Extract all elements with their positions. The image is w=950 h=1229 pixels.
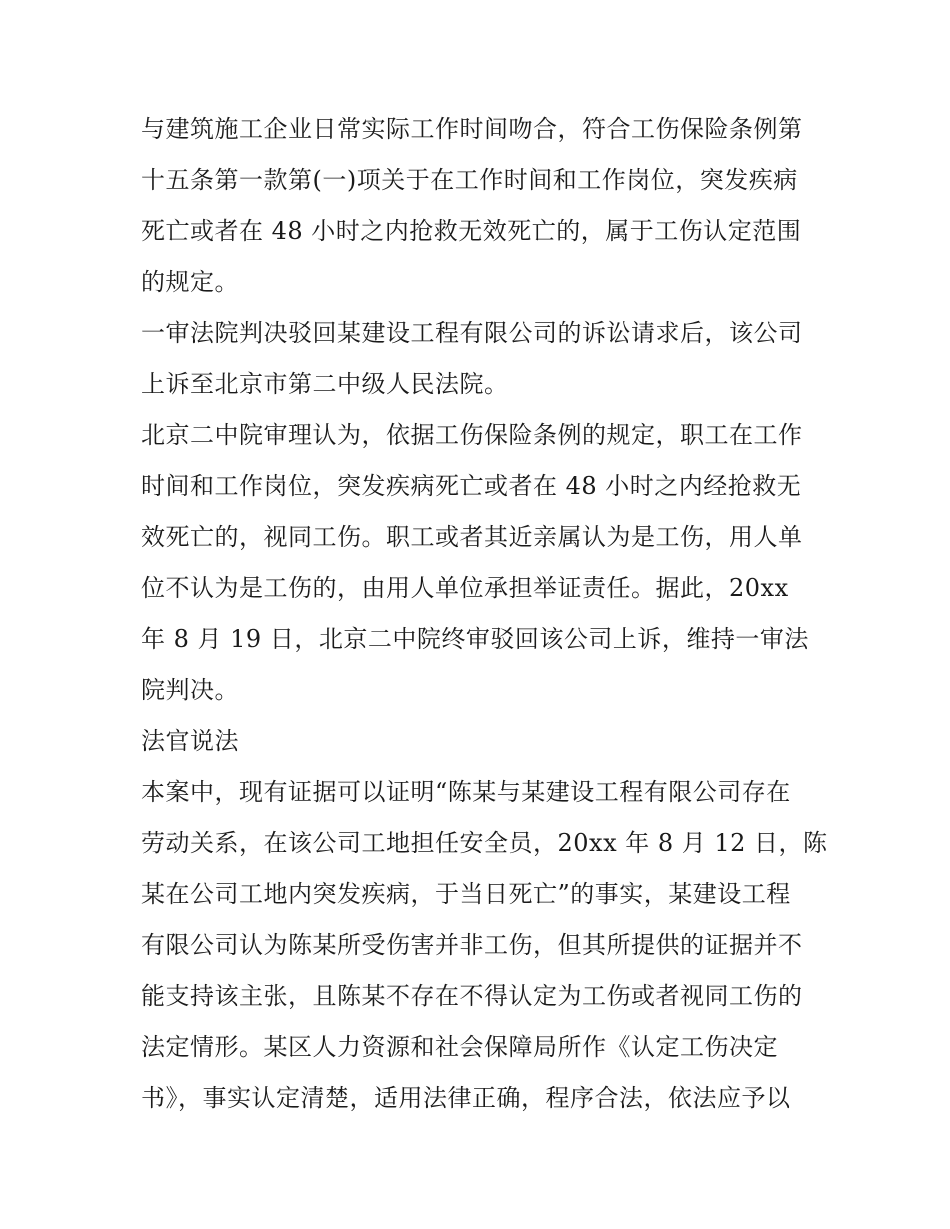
text-line-4: 的规定。 [141, 268, 239, 296]
text-line-19: 法定情形。某区人力资源和社会保障局所作《认定工伤决定 [141, 1033, 778, 1061]
text-line-11: 年 8 月 19 日，北京二中院终审驳回该公司上诉，维持一审法 [141, 625, 809, 653]
text-line-9: 效死亡的，视同工伤。职工或者其近亲属认为是工伤，用人单 [141, 523, 803, 551]
text-line-10: 位不认为是工伤的，由用人单位承担举证责任。据此，20xx [141, 574, 789, 602]
text-line-6: 上诉至北京市第二中级人民法院。 [141, 370, 509, 398]
document-body [141, 104, 828, 1124]
text-line-7: 北京二中院审理认为，依据工伤保险条例的规定，职工在工作 [141, 421, 803, 449]
text-line-5: 一审法院判决驳回某建设工程有限公司的诉讼请求后，该公司 [141, 319, 803, 347]
section-heading: 法官说法 [141, 727, 239, 755]
text-line-2: 十五条第一款第(一)项关于在工作时间和工作岗位，突发疾病 [141, 166, 798, 194]
text-line-15: 劳动关系，在该公司工地担任安全员，20xx 年 8 月 12 日，陈 [141, 829, 828, 857]
text-line-17: 有限公司认为陈某所受伤害并非工伤，但其所提供的证据并不 [141, 931, 803, 959]
text-line-3: 死亡或者在 48 小时之内抢救无效死亡的，属于工伤认定范围 [141, 217, 802, 245]
text-line-14: 本案中，现有证据可以证明“陈某与某建设工程有限公司存在 [141, 778, 791, 806]
text-line-12: 院判决。 [141, 676, 239, 704]
text-line-8: 时间和工作岗位，突发疾病死亡或者在 48 小时之内经抢救无 [141, 472, 802, 500]
text-line-18: 能支持该主张，且陈某不存在不得认定为工伤或者视同工伤的 [141, 982, 803, 1010]
text-line-16: 某在公司工地内突发疾病，于当日死亡”的事实，某建设工程 [141, 880, 791, 908]
text-line-1: 与建筑施工企业日常实际工作时间吻合，符合工伤保险条例第 [141, 115, 803, 143]
text-line-20: 书》，事实认定清楚，适用法律正确，程序合法，依法应予以 [141, 1084, 791, 1112]
